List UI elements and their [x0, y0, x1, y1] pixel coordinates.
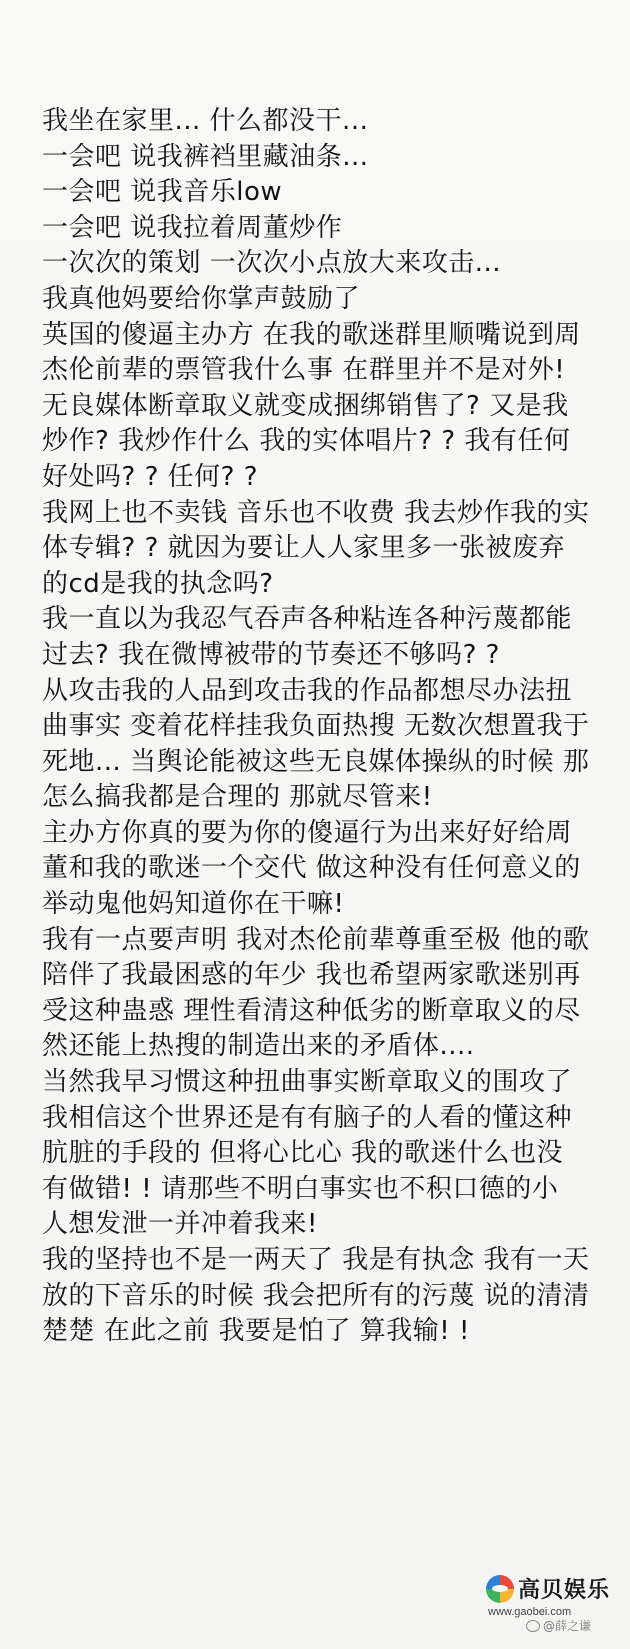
text-line: 我的坚持也不是一两天了 我是有执念 我有一天 [42, 1245, 590, 1275]
text-line: 举动鬼他妈知道你在干嘛! [42, 889, 345, 920]
text-line: 好处吗? ? 任何? ? [42, 461, 258, 492]
text-line: 曲事实 变着花样挂我负面热搜 无数次想置我于 [42, 711, 590, 742]
text-line: 一会吧 说我音乐low [42, 177, 283, 208]
text-line: 我网上也不卖钱 音乐也不收费 我去炒作我的实 [42, 497, 590, 528]
text-line: 董和我的歌迷一个交代 做这种没有任何意义的 [42, 853, 581, 884]
text-line: 我一直以为我忍气吞声各种粘连各种污蔑都能 [42, 604, 573, 635]
text-line: 杰伦前辈的票管我什么事 在群里并不是对外! [42, 355, 566, 386]
text-line: 一会吧 说我裤裆里藏油条... [42, 141, 369, 172]
text-line: 过去? 我在微博被带的节奏还不够吗? ? [42, 639, 500, 670]
text-line: 的cd是我的执念吗? [42, 568, 274, 599]
weibo-icon [526, 1620, 540, 1632]
text-line: 人想发泄一并冲着我来! [42, 1209, 318, 1240]
weibo-handle: @薛之谦 [543, 1619, 592, 1633]
text-line: 英国的傻逼主办方 在我的歌迷群里顺嘴说到周 [42, 319, 581, 350]
text-line: 楚楚 在此之前 我要是怕了 算我输! ! [42, 1316, 470, 1347]
text-line: 陪伴了我最困惑的年少 我也希望两家歌迷别再 [42, 960, 581, 991]
text-line: 一次次的策划 一次次小点放大来攻击... [42, 248, 502, 279]
text-line: 无良媒体断章取义就变成捆绑销售了? 又是我 [42, 390, 569, 421]
brand-name: 高贝娱乐 [518, 1577, 611, 1603]
text-line: 怎么搞我都是合理的 那就尽管来! [42, 782, 433, 813]
text-line: 有做错! ! 请那些不明白事实也不积口德的小 [42, 1173, 559, 1204]
text-line: 体专辑? ? 就因为要让人人家里多一张被废弃 [42, 533, 566, 564]
text-line: 一会吧 说我拉着周董炒作 [42, 212, 343, 243]
text-line: 我有一点要声明 我对杰伦前辈尊重至极 他的歌 [42, 924, 590, 955]
watermark [486, 1573, 616, 1635]
brand-logo [486, 1573, 610, 1604]
note-text [42, 104, 602, 1350]
site-url: www.gaobei.com [488, 1606, 572, 1618]
text-line: 我坐在家里... 什么都没干... [42, 106, 369, 136]
text-line: 放的下音乐的时候 我会把所有的污蔑 说的清清 [42, 1280, 590, 1311]
text-line: 然还能上热搜的制造出来的矛盾体.... [42, 1031, 475, 1062]
brand-logo-icon [486, 1575, 514, 1603]
weibo-tag [526, 1617, 591, 1634]
text-line: 主办方你真的要为你的傻逼行为出来好好给周 [42, 817, 573, 848]
text-line: 从攻击我的人品到攻击我的作品都想尽办法扭 [42, 675, 573, 706]
text-line: 受这种蛊惑 理性看清这种低劣的断章取义的尽 [42, 995, 581, 1026]
text-line: 我真他妈要给你掌声鼓励了 [42, 283, 361, 314]
text-line: 当然我早习惯这种扭曲事实断章取义的围攻了 [42, 1067, 573, 1098]
text-line: 肮脏的手段的 但将心比心 我的歌迷什么也没 [42, 1138, 564, 1169]
text-line: 炒作? 我炒作什么 我的实体唱片? ? 我有任何 [42, 426, 571, 457]
text-line: 我相信这个世界还是有有脑子的人看的懂这种 [42, 1102, 573, 1133]
text-line: 死地... 当舆论能被这些无良媒体操纵的时候 那 [42, 746, 590, 777]
